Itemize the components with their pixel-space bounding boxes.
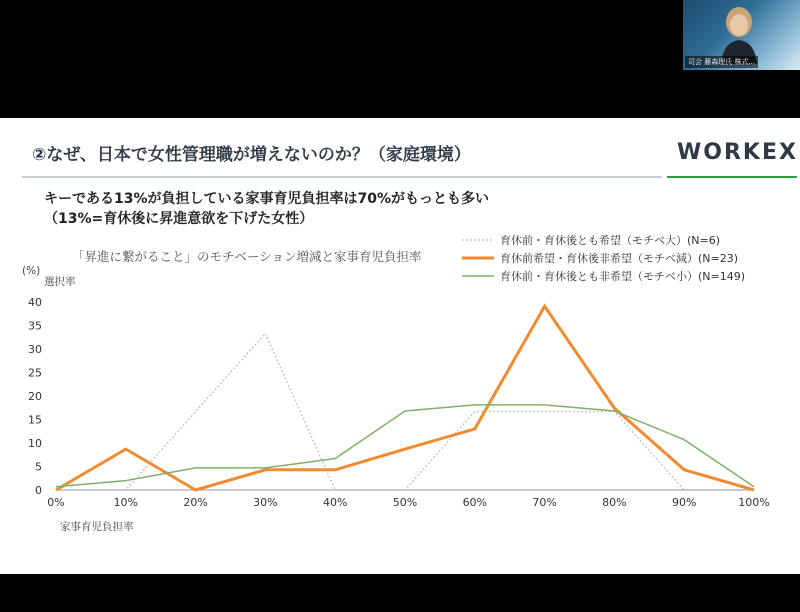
chart-axes bbox=[22, 265, 770, 533]
slide-title: ②なぜ、日本で女性管理職が増えないのか？（家庭環境） bbox=[32, 145, 471, 165]
y-tick-label: 5 bbox=[35, 460, 42, 474]
y-tick-label: 10 bbox=[28, 437, 42, 450]
x-tick-label: 0% bbox=[47, 496, 65, 509]
logo-text: WORKEX bbox=[677, 140, 798, 165]
series-line-3 bbox=[56, 405, 754, 487]
y-tick-label: 0 bbox=[35, 484, 42, 497]
participant-avatar bbox=[719, 4, 759, 64]
x-tick-label: 60% bbox=[462, 496, 488, 509]
y-tick-label: 30 bbox=[28, 343, 42, 356]
headline-line-2: （13%=育休後に昇進意欲を下げた女性） bbox=[44, 211, 314, 227]
y-axis-title: 選択率 bbox=[44, 276, 76, 288]
x-tick-label: 100% bbox=[738, 496, 770, 509]
y-tick-label: 15 bbox=[28, 413, 42, 427]
y-tick-label: 25 bbox=[28, 366, 42, 380]
presentation-slide bbox=[0, 118, 800, 574]
y-unit-label: (%) bbox=[22, 265, 41, 277]
x-tick-label: 90% bbox=[671, 496, 697, 509]
headline-line-1: キーである13%が負担している家事育児負担率は70%がもっとも多い bbox=[44, 191, 490, 207]
y-tick-label: 40 bbox=[28, 296, 42, 309]
x-tick-label: 20% bbox=[183, 496, 208, 509]
participant-video-tile[interactable] bbox=[683, 0, 800, 70]
chart-title: 「昇進に繋がること」のモチベーション増減と家事育児負担率 bbox=[72, 249, 422, 264]
legend-label-3: 育休前・育休後とも非希望（モチベ小）(N=149) bbox=[500, 270, 746, 283]
x-axis-title: 家事育児負担率 bbox=[60, 521, 134, 533]
line-chart bbox=[0, 118, 800, 574]
participant-name-label: 司会 藤森理氏 株式... bbox=[685, 56, 758, 68]
x-tick-label: 50% bbox=[392, 496, 418, 509]
chart-series bbox=[56, 306, 754, 490]
x-tick-label: 70% bbox=[532, 496, 557, 509]
chart-legend bbox=[462, 233, 745, 283]
x-tick-label: 10% bbox=[113, 496, 139, 509]
y-tick-label: 35 bbox=[28, 319, 42, 333]
series-line-2 bbox=[56, 306, 754, 490]
legend-label-1: 育休前・育休後とも希望（モチベ大）(N=6) bbox=[500, 234, 721, 247]
x-tick-label: 40% bbox=[322, 496, 348, 509]
legend-label-2: 育休前希望・育休後非希望（モチベ減）(N=23) bbox=[500, 252, 739, 265]
x-tick-label: 30% bbox=[253, 496, 278, 509]
x-tick-label: 80% bbox=[602, 496, 627, 509]
y-tick-label: 20 bbox=[28, 390, 42, 403]
